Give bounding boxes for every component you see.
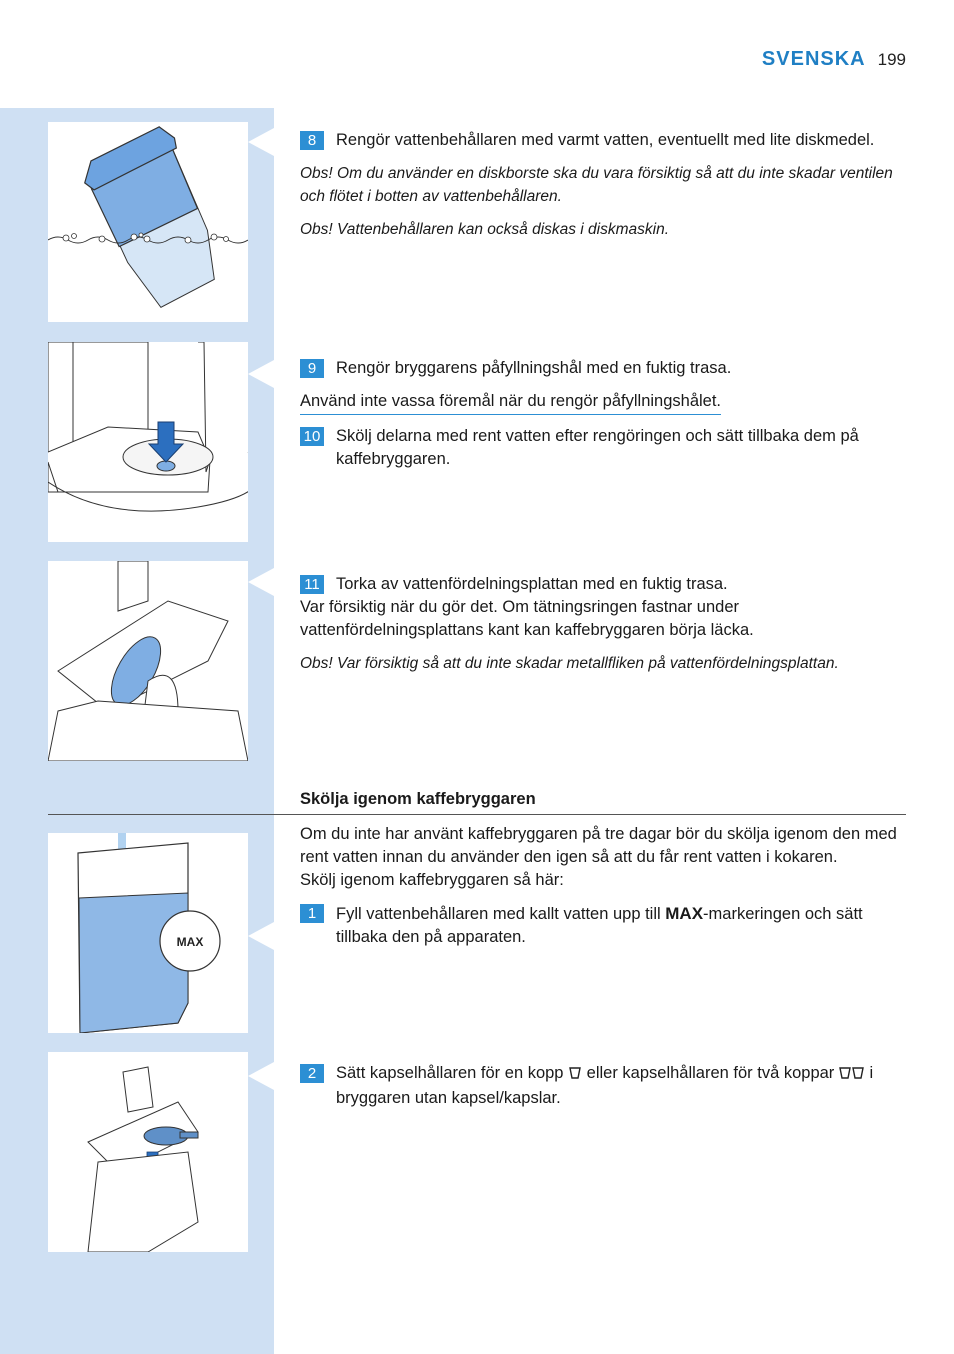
figure-refill-hole <box>48 342 248 542</box>
one-cup-icon <box>568 1064 582 1087</box>
figure-tank-max <box>48 833 248 1033</box>
figure-pointer <box>248 922 274 950</box>
note: Obs! Om du använder en diskborste ska du vara försiktig så att du inte skadar ventilen och flötet i botten av vattenbehållaren. <box>300 165 893 205</box>
step-text: Rengör bryggarens påfyllningshål med en fuktig trasa. <box>336 359 732 377</box>
language-label: SVENSKA <box>761 48 866 70</box>
figure-pointer <box>248 360 274 388</box>
rinse-step-2-block <box>300 1062 906 1110</box>
step-text: Fyll vattenbehållaren med kallt vatten upp till MAX-markeringen och sätt tillbaka den på apparaten. <box>336 904 863 946</box>
step-9-block <box>300 357 906 471</box>
step-number: 10 <box>300 427 324 446</box>
step-text: Sätt kapselhållaren för en kopp eller kapselhållaren för två koppar i bryggaren utan kapsel/kapslar. <box>336 1064 874 1107</box>
rinse-step-2 <box>300 1062 906 1110</box>
two-cups-icon <box>839 1064 865 1087</box>
rinse-step-1 <box>300 902 906 949</box>
figure-tank-washing <box>48 122 248 322</box>
page-header <box>762 48 906 71</box>
body-text: Om du inte har använt kaffebryggaren på tre dagar bör du skölja igenom den med rent vatten innan du använder den igen så att du får rent vatten i kokaren. <box>300 825 897 866</box>
warning-text: Använd inte vassa föremål när du rengör påfyllningshålet. <box>300 390 721 415</box>
note: Obs! Vattenbehållaren kan också diskas i diskmaskin. <box>300 221 670 238</box>
figure-distribution-plate <box>48 561 248 761</box>
note: Obs! Var försiktig så att du inte skadar metallfliken på vattenfördelningsplattan. <box>300 655 839 672</box>
step-number: 11 <box>300 575 324 594</box>
page-number: 199 <box>877 50 906 69</box>
step-number: 9 <box>300 359 324 378</box>
section-divider <box>48 814 906 815</box>
step-11-block <box>300 573 906 675</box>
body-text: Var försiktig när du gör det. Om tätningsringen fastnar under vattenfördelningsplattans kant kan kaffebryggaren börja läcka. <box>300 598 754 639</box>
figure-pointer <box>248 128 274 156</box>
max-bold: MAX <box>665 904 704 923</box>
step-number: 8 <box>300 131 324 150</box>
step-text: Torka av vattenfördelningsplattan med en fuktig trasa. <box>336 575 728 593</box>
figure-pointer <box>248 568 274 596</box>
figure-pointer <box>248 1062 274 1090</box>
step-number: 1 <box>300 904 324 923</box>
step-11 <box>300 573 906 596</box>
rinse-intro-block <box>300 823 906 949</box>
step-9 <box>300 357 906 380</box>
step-text: Skölj delarna med rent vatten efter rengöringen och sätt tillbaka dem på kaffebryggaren. <box>336 427 859 468</box>
step-number: 2 <box>300 1064 324 1083</box>
max-label: MAX <box>176 935 204 949</box>
body-text: Skölj igenom kaffebryggaren så här: <box>300 871 564 889</box>
step-8-block <box>300 129 906 241</box>
step-10 <box>300 425 906 471</box>
section-title: Skölja igenom kaffebryggaren <box>300 790 536 808</box>
step-text: Rengör vattenbehållaren med varmt vatten, eventuellt med lite diskmedel. <box>336 131 875 149</box>
step-8 <box>300 129 906 152</box>
figure-capsule-holder <box>48 1052 248 1252</box>
